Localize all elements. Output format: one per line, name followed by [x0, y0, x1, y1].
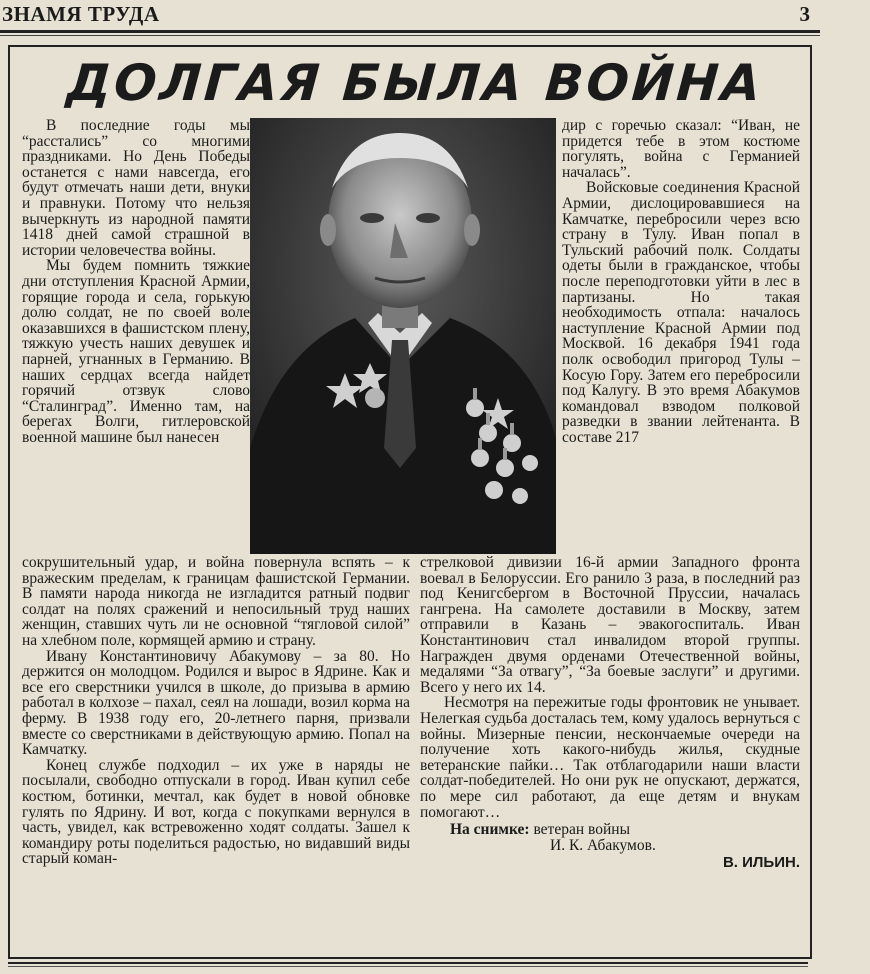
caption-name: И. К. Абакумов. — [550, 836, 656, 854]
author-signature: В. ИЛЬИН. — [722, 854, 800, 872]
caption-name-line — [420, 838, 800, 854]
paragraph: Ивану Константиновичу Абакумову – за 80. Но держится он молодцом. Родился и вырос в Ядрине. Как и все его сверстники учился в школе, до призыва в армию работал в колхозе – пахал, сеял на лошади, возил корма на ферму. В 1938 году его, 20-летнего парня, призвали вместе со сверстниками в действующую армию. Попал на Камчатку. — [22, 647, 410, 759]
paragraph: Конец службе подходил – их уже в наряды не посылали, свободно отпускали в город. Иван купил себе костюм, ботинки, мечтал, как будет в новой обновке гулять по Ядрину. И вот, когда с покупками вернулся в часть, увидел, как встревоженно ходят солдаты. Зашел к командиру роты поделиться радостью, но видавший виды старый коман- — [22, 756, 410, 868]
paragraph: Несмотря на пережитые годы фронтовик не унывает. Нелегкая судьба досталась тем, кому удалось вернуться с войны. Мизерные пенсии, нескончаемые очереди на получение хоть какого-нибудь жилья, скудные ветеранские пайки… Так отблагодарили наши власти солдат-победителей. Но они рук не опускают, держатся, по мере сил работают, да еще детям и внукам помогают… — [420, 694, 800, 821]
caption-text: ветеран войны — [533, 821, 630, 839]
page-number: 3 — [799, 2, 810, 26]
article-column-left — [22, 118, 250, 445]
paragraph: сокрушительный удар, и война повернула вспять – к вражеским пределам, к границам фашистской Германии. В памяти народа никогда не изгладится ратный подвиг солдат на полях сражений и непосильный труд наших женщин, ставших чуть ли не основной “тягловой силой” на хлебном поле, кормящей армию и страну. — [22, 554, 410, 649]
veteran-photo — [250, 118, 556, 554]
paragraph: Мы будем помнить тяжкие дни отступления Красной Армии, горящие города и села, горькую долю солдат, не по своей воле оказавшихся в фашистском плену, тяжкую учесть наших девушек и парней, угнанных в Германию. В наших сердцах всегда найдет горячий отзвук слово “Сталинград”. Именно там, на берегах Волги, гитлеровской военной машине был нанесен — [22, 257, 250, 446]
article-column-bottom-left — [22, 555, 410, 867]
paragraph: дир с горечью сказал: “Иван, не придется тебе в этом костюме погулять, война с Германией началась”. — [562, 117, 800, 181]
article-column-right — [562, 118, 800, 445]
photo-caption — [420, 822, 800, 838]
header-rule — [0, 30, 820, 33]
article-column-bottom-right — [420, 555, 800, 871]
caption-label: На снимке: — [450, 821, 530, 839]
header-rule-thin — [0, 35, 820, 36]
footer-rule — [8, 962, 808, 964]
paragraph: В последние годы мы “расстались” со многими праздниками. Но День Победы останется с нами навсегда, его будут отмечать наши дети, внуки и правнуки. Потому что нельзя вычеркнуть из народной памяти 1418 дней самой страшной в истории человечества войны. — [22, 117, 250, 259]
article-headline: ДОЛГАЯ БЫЛА ВОЙНА — [64, 54, 766, 112]
paragraph: Войсковые соединения Красной Армии, дислоцировавшиеся на Камчатке, перебросили через всю страну в Тулу. Иван попал в Тульский рабочий полк. Солдаты одеты были в гражданское, чтобы после переподготовки уйти в лес в партизаны. Но такая необходимость отпала: началось наступление Красной Армии под Москвой. 16 декабря 1941 года полк освободил пригород Тулы – Косую Гору. Затем его перебросили под Калугу. В это время Абакумов командовал взводом полковой разведки в звании лейтенанта. В составе 217 — [562, 179, 800, 446]
newspaper-name: ЗНАМЯ ТРУДА — [2, 2, 160, 26]
footer-rule-thin — [8, 966, 808, 967]
paragraph: стрелковой дивизии 16-й армии Западного фронта воевал в Белоруссии. Его ранило 3 раза, в последний раз под Кенигсбергом в Восточной Пруссии, началась гангрена. На самолете доставили в Москву, затем отправили в Казань – эвакогоспиталь. Иван Константинович стал инвалидом второй группы. Награжден двумя орденами Отечественной войны, медалями “За отвагу”, “За боевые заслуги” и другими. Всего у него их 14. — [420, 554, 800, 696]
newspaper-header — [0, 0, 870, 34]
